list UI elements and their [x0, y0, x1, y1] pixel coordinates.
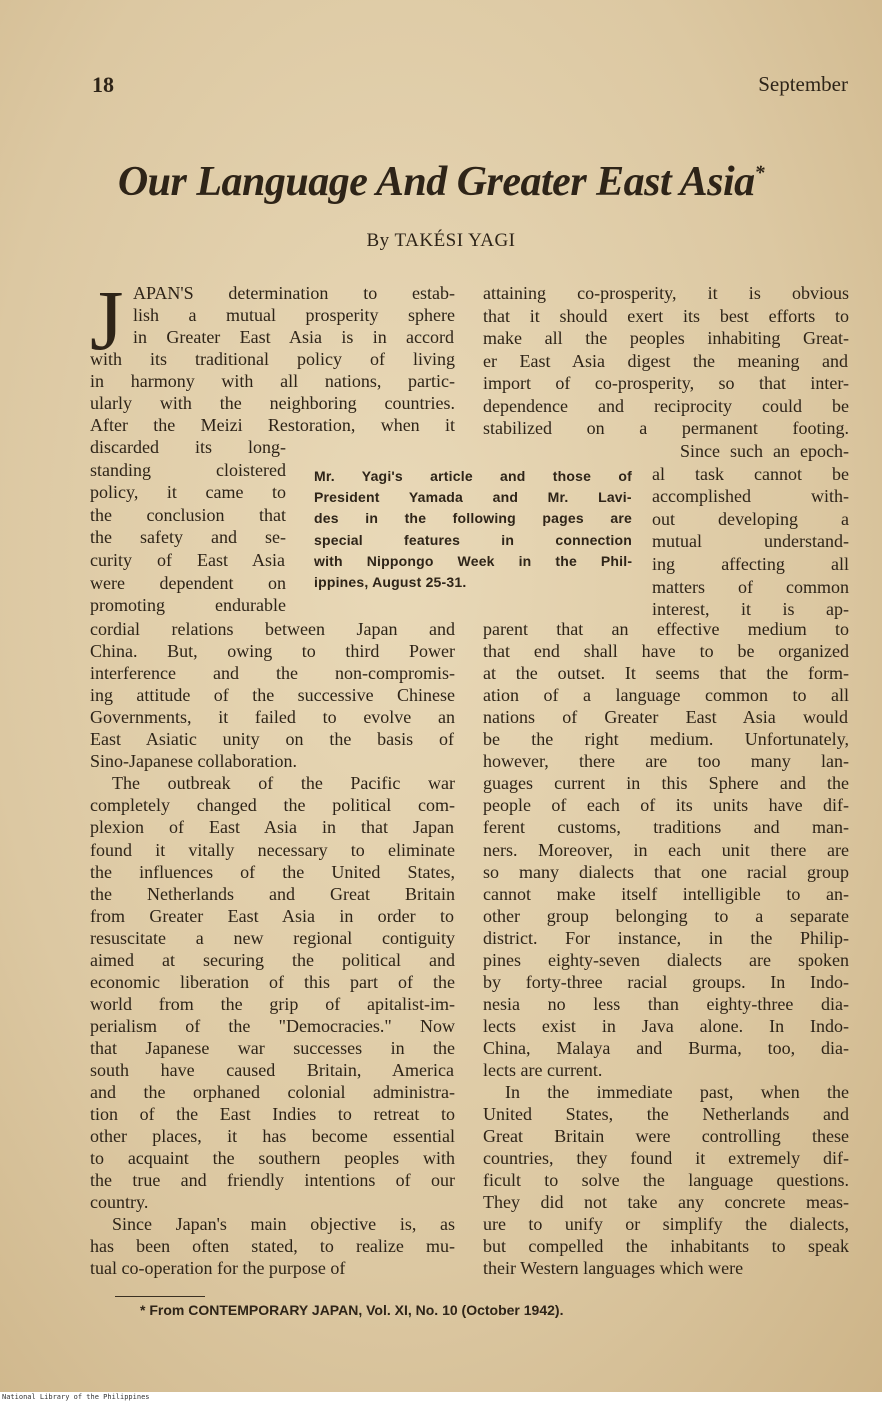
- col2-text-line: however, there are too many lan-: [483, 751, 849, 772]
- col2-text-line: er East Asia digest the meaning and: [483, 350, 849, 371]
- col2-text-line: nesia no less than eighty-three dia-: [483, 993, 849, 1014]
- col2-text-line: stabilized on a permanent footing.: [483, 418, 849, 438]
- col1-text-line: Sino-Japanese collaboration.: [90, 751, 297, 772]
- col1-text-line: the safety and se-: [90, 527, 286, 548]
- col2-text-line: ing affecting all: [652, 554, 849, 574]
- col1-text-line: cordial relations between Japan and: [90, 619, 455, 639]
- col1-text-line: world from the grip of apitalist-im-: [90, 993, 455, 1014]
- col2-text-line: ferent customs, traditions and man-: [483, 817, 849, 838]
- col1-text-line: to acquaint the southern peoples with: [90, 1148, 455, 1169]
- footnote: * From CONTEMPORARY JAPAN, Vol. XI, No. 10 (October 1942).: [140, 1302, 564, 1318]
- col2-text-line: by forty-three racial groups. In Indo-: [483, 971, 849, 992]
- col1-text-line: ing attitude of the successive Chinese: [90, 685, 455, 706]
- col1-text-line: APAN'S determination to estab-: [133, 283, 455, 303]
- col1-text-line: and the orphaned colonial administra-: [90, 1082, 455, 1103]
- editor-note-line: special features in connection: [314, 531, 632, 548]
- editor-note-line: des in the following pages are: [314, 510, 632, 527]
- col2-text-line: lects are current.: [483, 1060, 603, 1080]
- col1-text-line: standing cloistered: [90, 459, 286, 480]
- col2-text-line: nations of Greater East Asia would: [483, 707, 849, 728]
- col2-text-line: dependence and reciprocity could be: [483, 395, 849, 416]
- col2-text-line: out developing a: [652, 508, 849, 529]
- col2-text-line: that end shall have to be organized: [483, 641, 849, 662]
- title-footnote-mark: *: [754, 162, 765, 184]
- page-number: 18: [92, 72, 114, 97]
- col1-text-line: completely changed the political com-: [90, 795, 455, 816]
- col1-text-line: has been often stated, to realize mu-: [90, 1236, 455, 1257]
- col2-text-line: al task cannot be: [652, 463, 849, 484]
- running-head-month: September: [758, 72, 848, 96]
- col2-text-line: interest, it is ap-: [652, 599, 849, 620]
- col2-text-line: ation of a language common to all: [483, 685, 849, 706]
- article-title: [0, 158, 882, 206]
- col2-text-line: They did not take any concrete meas-: [483, 1192, 849, 1213]
- drop-cap: J: [90, 272, 124, 368]
- col1-text-line: country.: [90, 1192, 149, 1213]
- article-title-text: Our Language And Greater East Asia: [117, 159, 755, 205]
- byline: By TAKÉSI YAGI: [366, 230, 516, 251]
- col2-text-line: so many dialects that one racial group: [483, 861, 849, 882]
- col1-text-line: from Greater East Asia in order to: [90, 905, 455, 926]
- col2-text-line: China, Malaya and Burma, too, dia-: [483, 1037, 849, 1058]
- col1-text-line: Since Japan's main objective is, as: [112, 1214, 455, 1235]
- col2-text-line: attaining co-prosperity, it is obvious: [483, 283, 849, 303]
- col2-text-line: guages current in this Sphere and the: [483, 773, 849, 794]
- col2-text-line: mutual understand-: [652, 531, 849, 552]
- col1-text-line: in Greater East Asia is in accord: [133, 327, 455, 347]
- col2-text-line: but compelled the inhabitants to speak: [483, 1236, 849, 1257]
- col2-text-line: their Western languages which were: [483, 1258, 744, 1279]
- col1-text-line: Governments, it failed to evolve an: [90, 707, 455, 728]
- col1-text-line: East Asiatic unity on the basis of: [90, 729, 455, 750]
- col2-text-line: people of each of its units have dif-: [483, 795, 849, 816]
- col2-text-line: cannot make itself intelligible to an-: [483, 883, 849, 904]
- col1-text-line: aimed at securing the political and: [90, 949, 455, 970]
- col2-text-line: ficult to solve the language questions.: [483, 1170, 849, 1191]
- col2-text-line: lects exist in Java alone. In Indo-: [483, 1015, 849, 1036]
- col1-text-line: the influences of the United States,: [90, 861, 455, 882]
- col1-text-line: in harmony with all nations, partic-: [90, 371, 455, 391]
- col2-text-line: district. For instance, in the Philip-: [483, 927, 849, 948]
- col1-text-line: south have caused Britain, America: [90, 1060, 455, 1080]
- col2-text-line: accomplished with-: [652, 486, 849, 507]
- col2-text-line: other group belonging to a separate: [483, 905, 849, 926]
- col2-text-line: Great Britain were controlling these: [483, 1126, 849, 1147]
- col2-text-line: be the right medium. Unfortunately,: [483, 729, 849, 750]
- col1-text-line: were dependent on: [90, 572, 286, 593]
- col1-text-line: The outbreak of the Pacific war: [112, 773, 455, 794]
- col2-text-line: make all the peoples inhabiting Great-: [483, 328, 849, 348]
- col1-text-line: curity of East Asia: [90, 550, 286, 570]
- col1-text-line: promoting endurable: [90, 595, 286, 616]
- col2-text-line: parent that an effective medium to: [483, 619, 849, 639]
- col1-text-line: that Japanese war successes in the: [90, 1037, 455, 1058]
- col1-text-line: ularly with the neighboring countries.: [90, 393, 455, 413]
- col2-text-line: pines eighty-seven dialects are spoken: [483, 949, 849, 970]
- col2-text-line: United States, the Netherlands and: [483, 1104, 849, 1125]
- col2-text-line: countries, they found it extremely dif-: [483, 1148, 849, 1169]
- editor-note-line: with Nippongo Week in the Phil-: [314, 552, 633, 569]
- col2-text-line: ure to unify or simplify the dialects,: [483, 1214, 849, 1235]
- col1-text-line: tion of the East Indies to retreat to: [90, 1104, 455, 1125]
- col1-text-line: China. But, owing to third Power: [90, 641, 455, 662]
- col1-text-line: plexion of East Asia in that Japan: [90, 817, 455, 838]
- col1-text-line: other places, it has become essential: [90, 1126, 455, 1147]
- col1-text-line: the true and friendly intentions of our: [90, 1170, 455, 1191]
- col1-text-line: found it vitally necessary to eliminate: [90, 839, 455, 860]
- col2-text-line: ners. Moreover, in each unit there are: [483, 839, 849, 860]
- footnote-rule: [115, 1296, 205, 1297]
- editor-note-line: Mr. Yagi's article and those of: [314, 468, 632, 484]
- col2-text-line: import of co-prosperity, so that inter-: [483, 373, 849, 393]
- source-strip: [0, 1392, 882, 1403]
- editor-note-line: ippines, August 25-31.: [314, 574, 467, 590]
- col2-text-line: at the outset. It seems that the form-: [483, 663, 849, 684]
- editor-note-line: President Yamada and Mr. Lavi-: [314, 489, 632, 506]
- col1-text-line: with its traditional policy of living: [90, 349, 455, 369]
- col1-text-line: policy, it came to: [90, 482, 286, 503]
- col1-text-line: the conclusion that: [90, 504, 286, 525]
- col2-text-line: that it should exert its best efforts to: [483, 305, 849, 326]
- col1-text-line: discarded its long-: [90, 437, 286, 457]
- col1-text-line: After the Meizi Restoration, when it: [90, 415, 455, 435]
- col1-text-line: economic liberation of this part of the: [90, 971, 455, 992]
- col2-text-line: Since such an epoch-: [680, 441, 849, 461]
- col1-text-line: interference and the non-compromis-: [90, 663, 455, 684]
- col1-text-line: tual co-operation for the purpose of: [90, 1258, 346, 1279]
- col1-text-line: lish a mutual prosperity sphere: [133, 305, 455, 325]
- col2-text-line: matters of common: [652, 576, 849, 597]
- source-credit: National Library of the Philippines: [2, 1393, 150, 1401]
- col2-text-line: In the immediate past, when the: [505, 1082, 849, 1103]
- col1-text-line: resuscitate a new regional contiguity: [90, 927, 455, 948]
- col1-text-line: perialism of the "Democracies." Now: [90, 1015, 455, 1036]
- col1-text-line: the Netherlands and Great Britain: [90, 883, 455, 904]
